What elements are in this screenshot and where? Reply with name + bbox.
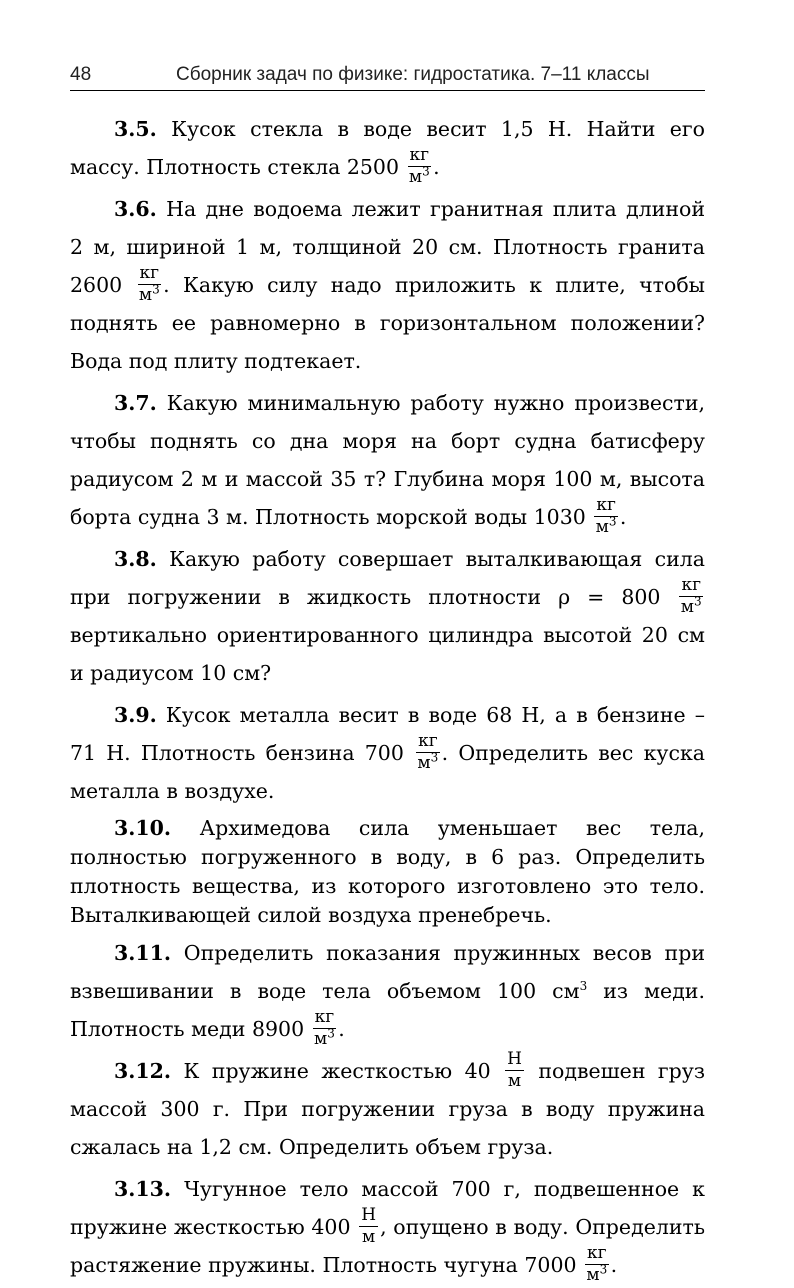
problem-3-11: 3.11. Определить показания пружинных весов при взвешивании в воде тела объемом 100 $см^3$ из меди. Плотность меди 8900 $\frac{кг}{м^3}$ . <box>70 941 705 1049</box>
problem-3-7: 3.7. Какую минимальную работу нужно произвести, чтобы поднять со дна моря на борт судна батисферу радиусом 2 м и массой 35 т? Глубина моря 100 м, высота борта судна 3 м. Плотность морской воды 1030 $\frac{кг}{м^3}$ . <box>70 391 705 537</box>
problem-3-6: 3.6. На дне водоема лежит гранитная плита длиной 2 м, шириной 1 м, толщиной 20 см. Плотность гранита 2600 $\frac{кг}{м^3}$ . Какую силу надо приложить к плите, чтобы поднять ее равномерно в горизонтальном положении? Вода под плиту подтекает. <box>70 197 705 373</box>
density-unit-fraction: $\frac{кг}{м^3}$ <box>595 495 617 537</box>
problem-number: 3.7. <box>114 391 157 415</box>
problem-number: 3.13. <box>114 1177 172 1201</box>
problem-text: Какую работу совершает выталкивающая сила при погружении в жидкость плотности ρ = 800 <box>70 547 705 609</box>
problem-text: Определить показания пружинных весов при взвешивании в воде тела объемом 100 <box>70 941 705 1003</box>
problem-text: Чугунное тело массой 700 г, подвешенное к пружине жесткостью 400 <box>70 1177 705 1239</box>
problem-text: К пружине жесткостью 40 <box>171 1059 504 1083</box>
problem-3-5: 3.5. Кусок стекла в воде весит 1,5 Н. Найти его массу. Плотность стекла 2500 $\frac{кг}{м^3}$ . <box>70 117 705 187</box>
page-number: 48 <box>70 64 92 85</box>
problem-text: Какую минимальную работу нужно произвести, чтобы поднять со дна моря на борт судна батисферу радиусом 2 м и массой 35 т? Глубина моря 100 м, высота борта судна 3 м. Плотность морской воды 1030 <box>70 391 705 529</box>
problem-number: 3.8. <box>114 547 157 571</box>
problem-text: Архимедова сила уменьшает вес тела, полностью погруженного в воду, в 6 раз. Определить плотность вещества, из которого изготовлено это тело. Выталкивающей силой воздуха пренебречь. <box>70 816 705 927</box>
stiffness-unit-fraction: $\frac{Н}{м}$ <box>361 1205 377 1247</box>
problem-number: 3.9. <box>114 703 157 727</box>
problem-text: Кусок стекла в воде весит 1,5 Н. Найти его массу. Плотность стекла 2500 <box>70 117 705 179</box>
density-unit-fraction: $\frac{кг}{м^3}$ <box>680 575 702 617</box>
density-unit-fraction: $\frac{кг}{м^3}$ <box>313 1007 335 1049</box>
problem-3-13: 3.13. Чугунное тело массой 700 г, подвешенное к пружине жесткостью 400 $\frac{Н}{м}$ , опущено в воду. Определить растяжение пружины. Плотность чугуна 7000 $\frac{кг}{м^3}$ . <box>70 1177 706 1285</box>
problem-3-12: 3.12. К пружине жесткостью 40 $\frac{Н}{м}$ подвешен груз массой 300 г. При погружении груза в воду пружина сжалась на 1,2 см. Определить объем груза. <box>70 1049 705 1159</box>
density-unit-fraction: $\frac{кг}{м^3}$ <box>138 263 160 305</box>
problems-list <box>70 110 705 1288</box>
problem-3-9: 3.9. Кусок металла весит в воде 68 Н, а в бензине – 71 Н. Плотность бензина 700 $\frac{кг}{м^3}$ . Определить вес куска металла в воздухе. <box>70 703 705 803</box>
problem-3-10 <box>70 814 705 930</box>
problem-number: 3.11. <box>114 941 172 965</box>
density-unit-fraction: $\frac{кг}{м^3}$ <box>586 1243 608 1285</box>
problem-number: 3.10. <box>114 816 172 840</box>
volume-unit: $см^3$ <box>552 979 588 1003</box>
problem-text: На дне водоема лежит гранитная плита длиной 2 м, шириной 1 м, толщиной 20 см. Плотность гранита 2600 <box>70 197 705 297</box>
density-unit-fraction: $\frac{кг}{м^3}$ <box>417 731 439 773</box>
page-header <box>70 60 705 91</box>
problem-number: 3.6. <box>114 197 157 221</box>
density-unit-fraction: $\frac{кг}{м^3}$ <box>408 145 430 187</box>
problem-number: 3.5. <box>114 117 157 141</box>
problem-number: 3.12. <box>114 1059 172 1083</box>
stiffness-unit-fraction: $\frac{Н}{м}$ <box>507 1049 522 1091</box>
problem-3-8: 3.8. Какую работу совершает выталкивающая сила при погружении в жидкость плотности ρ = 800 $\frac{кг}{м^3}$ вертикально ориентированного цилиндра высотой 20 см и радиусом 10 см? <box>70 547 705 685</box>
problem-text: Кусок металла весит в воде 68 Н, а в бензине – 71 Н. Плотность бензина 700 <box>70 703 705 765</box>
running-title: Сборник задач по физике: гидростатика. 7–11 классы <box>176 64 650 85</box>
